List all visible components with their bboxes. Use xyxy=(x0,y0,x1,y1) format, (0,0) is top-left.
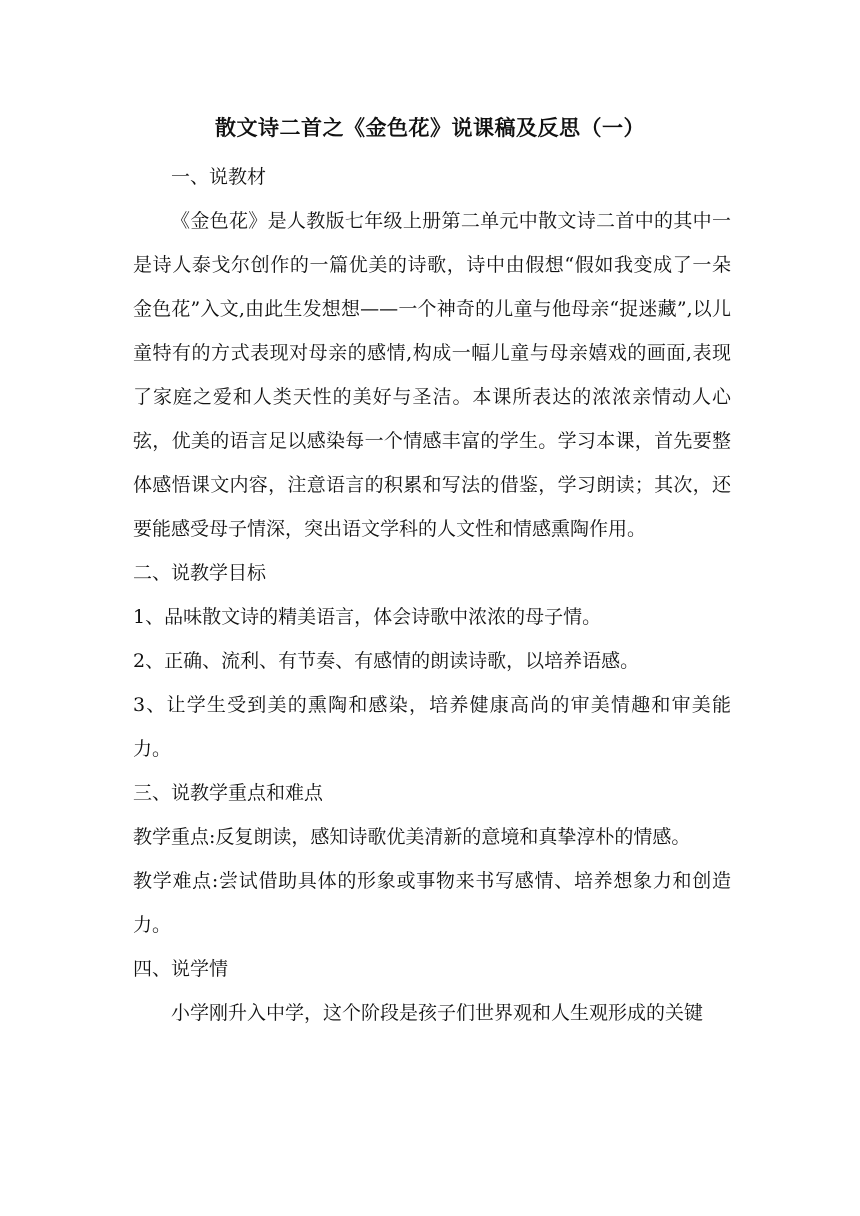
document-body xyxy=(133,155,731,1035)
objective-item-3: 3、让学生受到美的熏陶和感染，培养健康高尚的审美情趣和审美能力。 xyxy=(133,694,731,760)
objective-item-2: 2、正确、流利、有节奏、有感情的朗读诗歌，以培养语感。 xyxy=(133,650,640,672)
document-title: 散文诗二首之《金色花》说课稿及反思（一） xyxy=(215,115,645,140)
paragraph-textbook-analysis: 《金色花》是人教版七年级上册第二单元中散文诗二首中的其中一是诗人泰戈尔创作的一篇优美的诗歌，诗中由假想“假如我变成了一朵金色花”入文,由此生发想想——一个神奇的儿童与他母亲“捉迷藏”,以儿童特有的方式表现对母亲的感情,构成一幅儿童与母亲嬉戏的画面,表现了家庭之爱和人类天性的美好与圣洁。本课所表达的浓浓亲情动人心弦，优美的语言足以感染每一个情感丰富的学生。学习本课，首先要整体感悟课文内容，注意语言的积累和写法的借鉴，学习朗读；其次，还要能感受母子情深，突出语文学科的人文性和情感熏陶作用。 xyxy=(133,210,731,540)
key-point-difficulty: 教学难点:尝试借助具体的形象或事物来书写感情、培养想象力和创造力。 xyxy=(133,870,731,936)
objective-item-1: 1、品味散文诗的精美语言，体会诗歌中浓浓的母子情。 xyxy=(133,606,602,628)
section-heading-textbook: 一、说教材 xyxy=(171,166,267,188)
section-heading-key-points: 三、说教学重点和难点 xyxy=(133,782,324,804)
key-point-focus: 教学重点:反复朗读，感知诗歌优美清新的意境和真挚淳朴的情感。 xyxy=(133,826,691,848)
paragraph-students: 小学刚升入中学，这个阶段是孩子们世界观和人生观形成的关键 xyxy=(171,1002,704,1024)
section-heading-students: 四、说学情 xyxy=(133,958,229,980)
section-heading-objectives: 二、说教学目标 xyxy=(133,562,267,584)
